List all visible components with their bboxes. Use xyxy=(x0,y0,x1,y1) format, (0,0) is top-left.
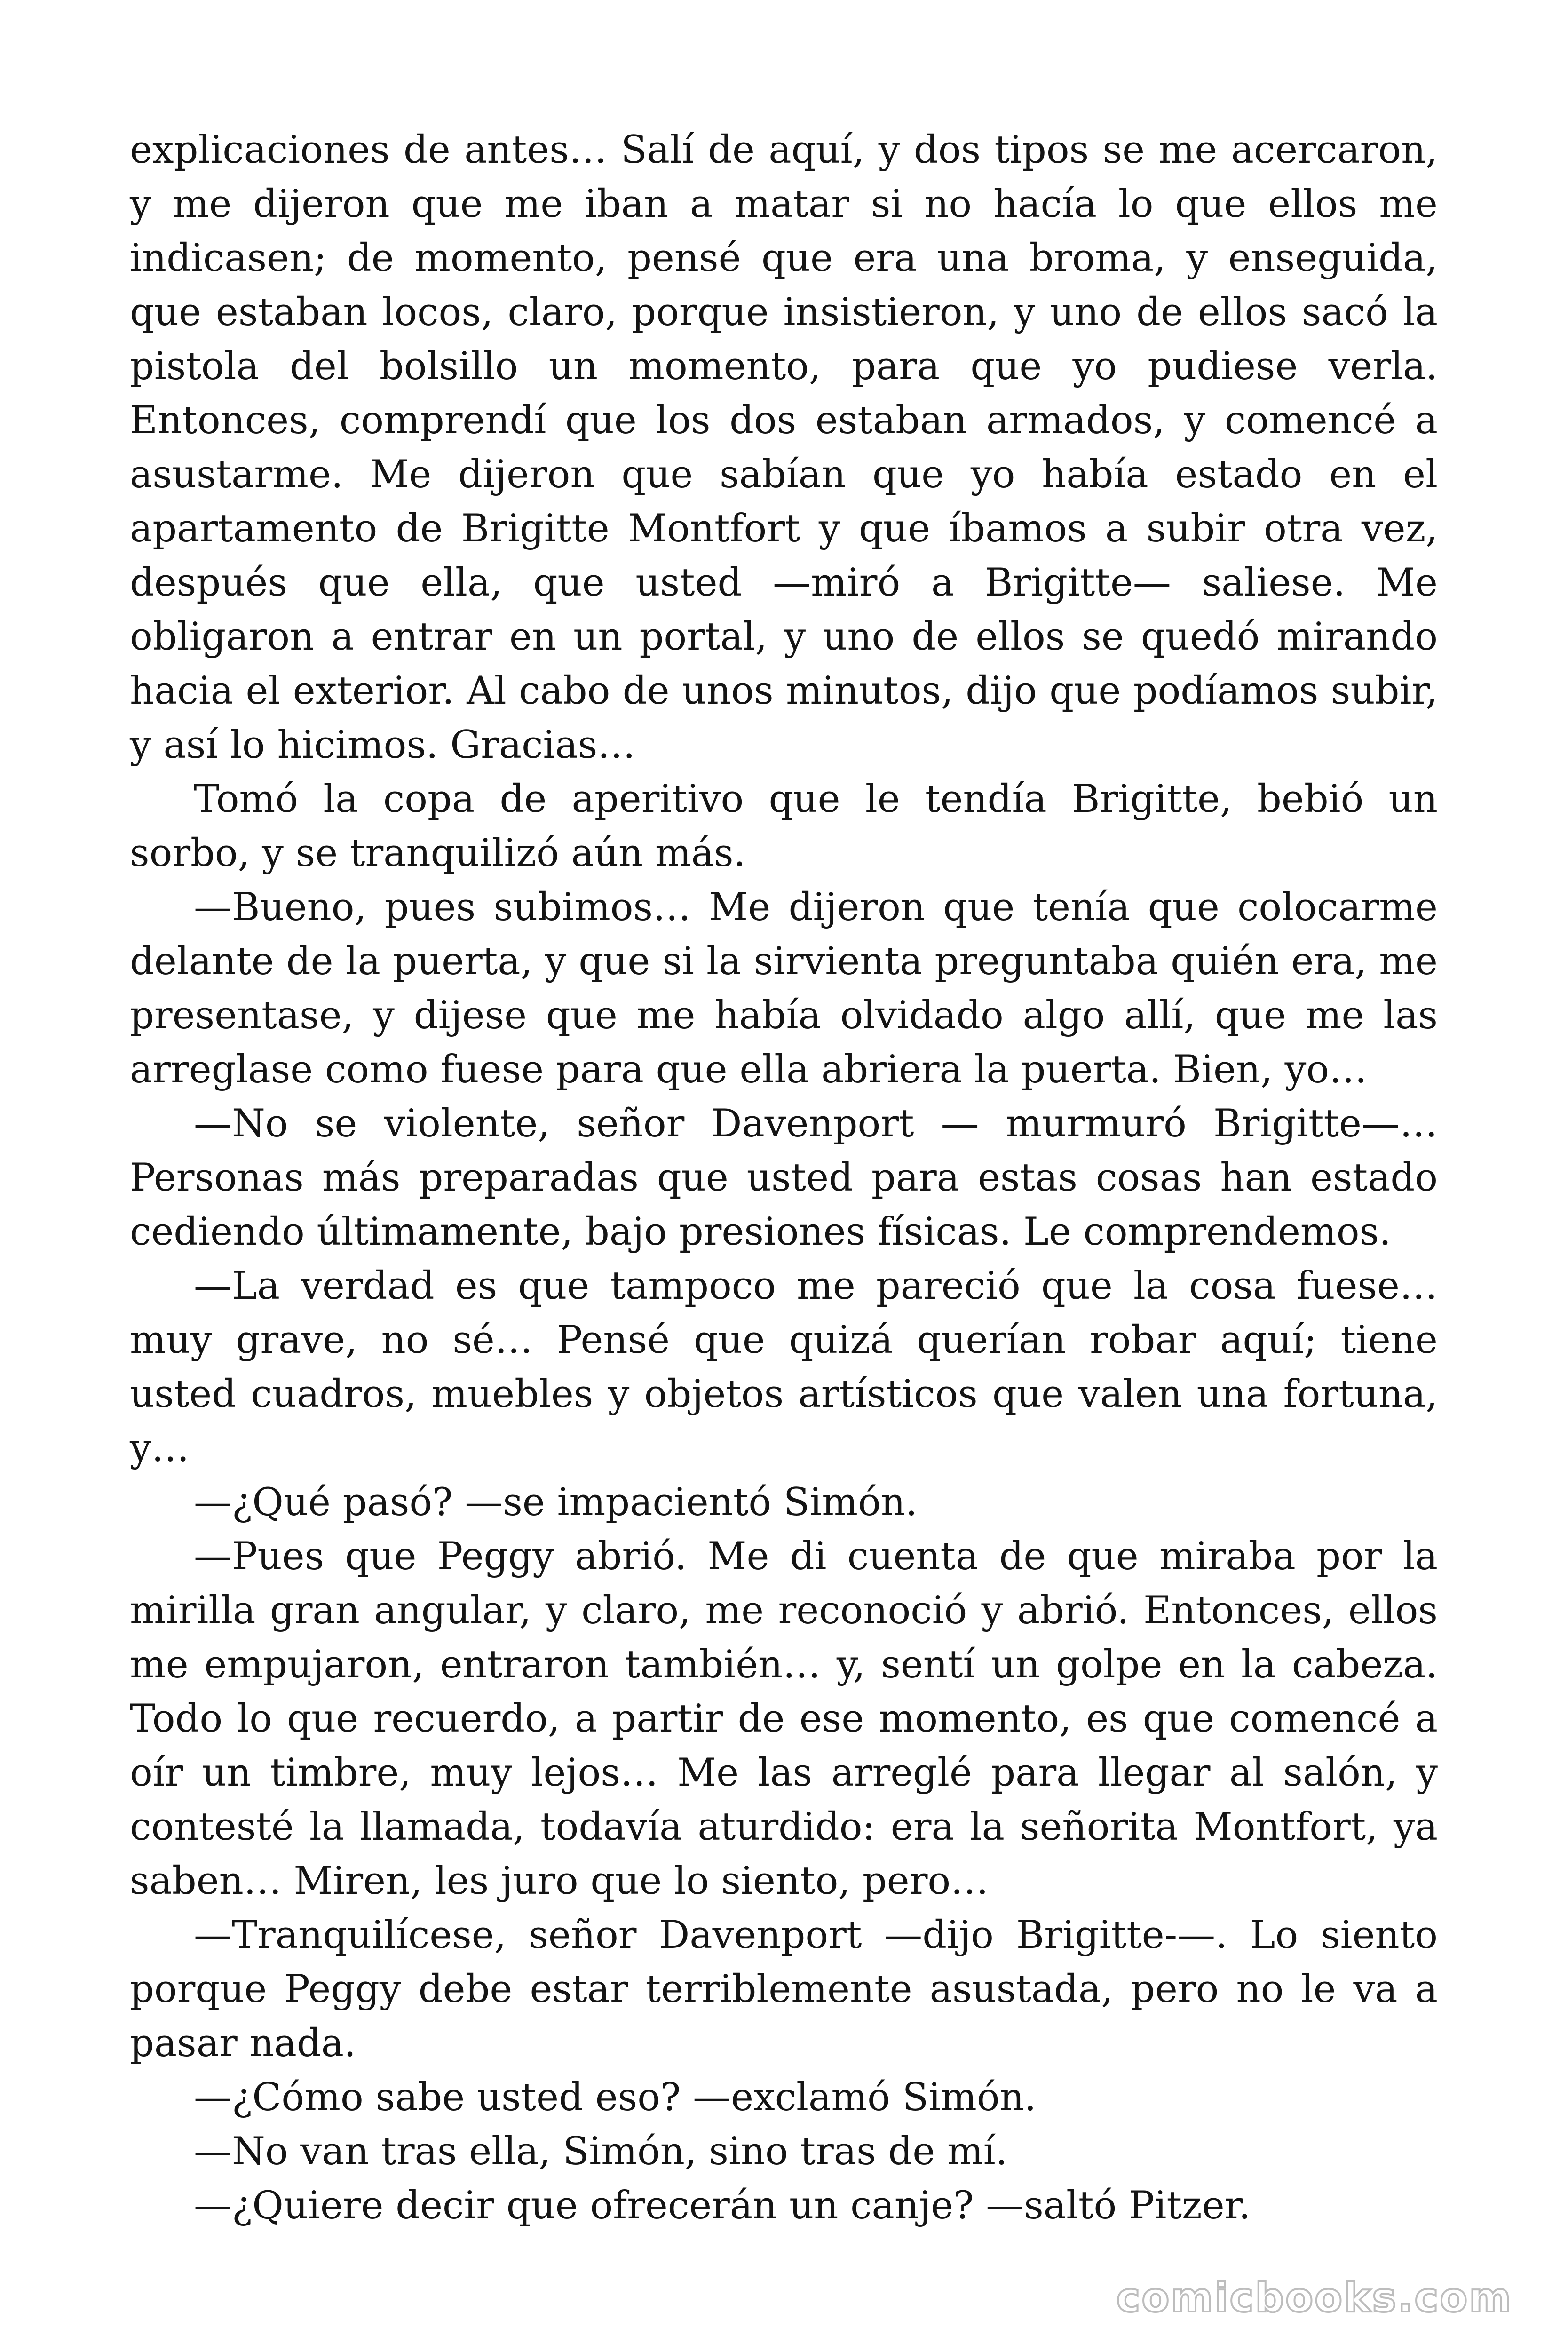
paragraph: —No van tras ella, Simón, sino tras de mí. xyxy=(194,2130,1008,2174)
body-text xyxy=(130,123,1438,2233)
paragraph: —La verdad es que tampoco me pareció que la cosa fuese… muy grave, no sé… Pensé que quizá querían robar aquí; tiene usted cuadros, muebles y objetos artísticos que valen una fortuna, y… xyxy=(130,1264,1438,1470)
paragraph: —Bueno, pues subimos… Me dijeron que tenía que colocarme delante de la puerta, y que si la sirvienta preguntaba quién era, me presentase, y dijese que me había olvidado algo allí, que me las arreglase como fuese para que ella abriera la puerta. Bien, yo… xyxy=(130,885,1438,1092)
paragraph: —Pues que Peggy abrió. Me di cuenta de que miraba por la mirilla gran angular, y claro, me reconoció y abrió. Entonces, ellos me empujaron, entraron también… y, sentí un golpe en la cabeza. Todo lo que recuerdo, a partir de ese momento, es que comencé a oír un timbre, muy lejos… Me las arreglé para llegar al salón, y contesté la llamada, todavía aturdido: era la señorita Montfort, ya saben… Miren, les juro que lo siento, pero… xyxy=(130,1534,1438,1903)
paragraph: —No se violente, señor Davenport — murmuró Brigitte—… Personas más preparadas que usted para estas cosas han estado cediendo últimamente, bajo presiones físicas. Le comprendemos. xyxy=(130,1102,1438,1254)
paragraph: Tomó la copa de aperitivo que le tendía Brigitte, bebió un sorbo, y se tranquilizó aún más. xyxy=(130,777,1438,875)
paragraph: —¿Qué pasó? —se impacientó Simón. xyxy=(194,1480,918,1525)
paragraph: —¿Quiere decir que ofrecerán un canje? —saltó Pitzer. xyxy=(194,2184,1251,2228)
paragraph: —Tranquilícese, señor Davenport —dijo Brigitte-—. Lo siento porque Peggy debe estar terriblemente asustada, pero no le va a pasar nada. xyxy=(130,1913,1438,2066)
paragraph: —¿Cómo sabe usted eso? —exclamó Simón. xyxy=(194,2075,1037,2120)
watermark: comicbooks.com xyxy=(1116,2274,1513,2321)
paragraph: explicaciones de antes… Salí de aquí, y dos tipos se me acercaron, y me dijeron que me iban a matar si no hacía lo que ellos me indicasen; de momento, pensé que era una broma, y enseguida, que estaban locos, claro, porque insistieron, y uno de ellos sacó la pistola del bolsillo un momento, para que yo pudiese verla. Entonces, comprendí que los dos estaban armados, y comencé a asustarme. Me dijeron que sabían que yo había estado en el apartamento de Brigitte Montfort y que íbamos a subir otra vez, después que ella, que usted —miró a Brigitte— saliese. Me obligaron a entrar en un portal, y uno de ellos se quedó mirando hacia el exterior. Al cabo de unos minutos, dijo que podíamos subir, y así lo hicimos. Gracias… xyxy=(130,128,1438,767)
